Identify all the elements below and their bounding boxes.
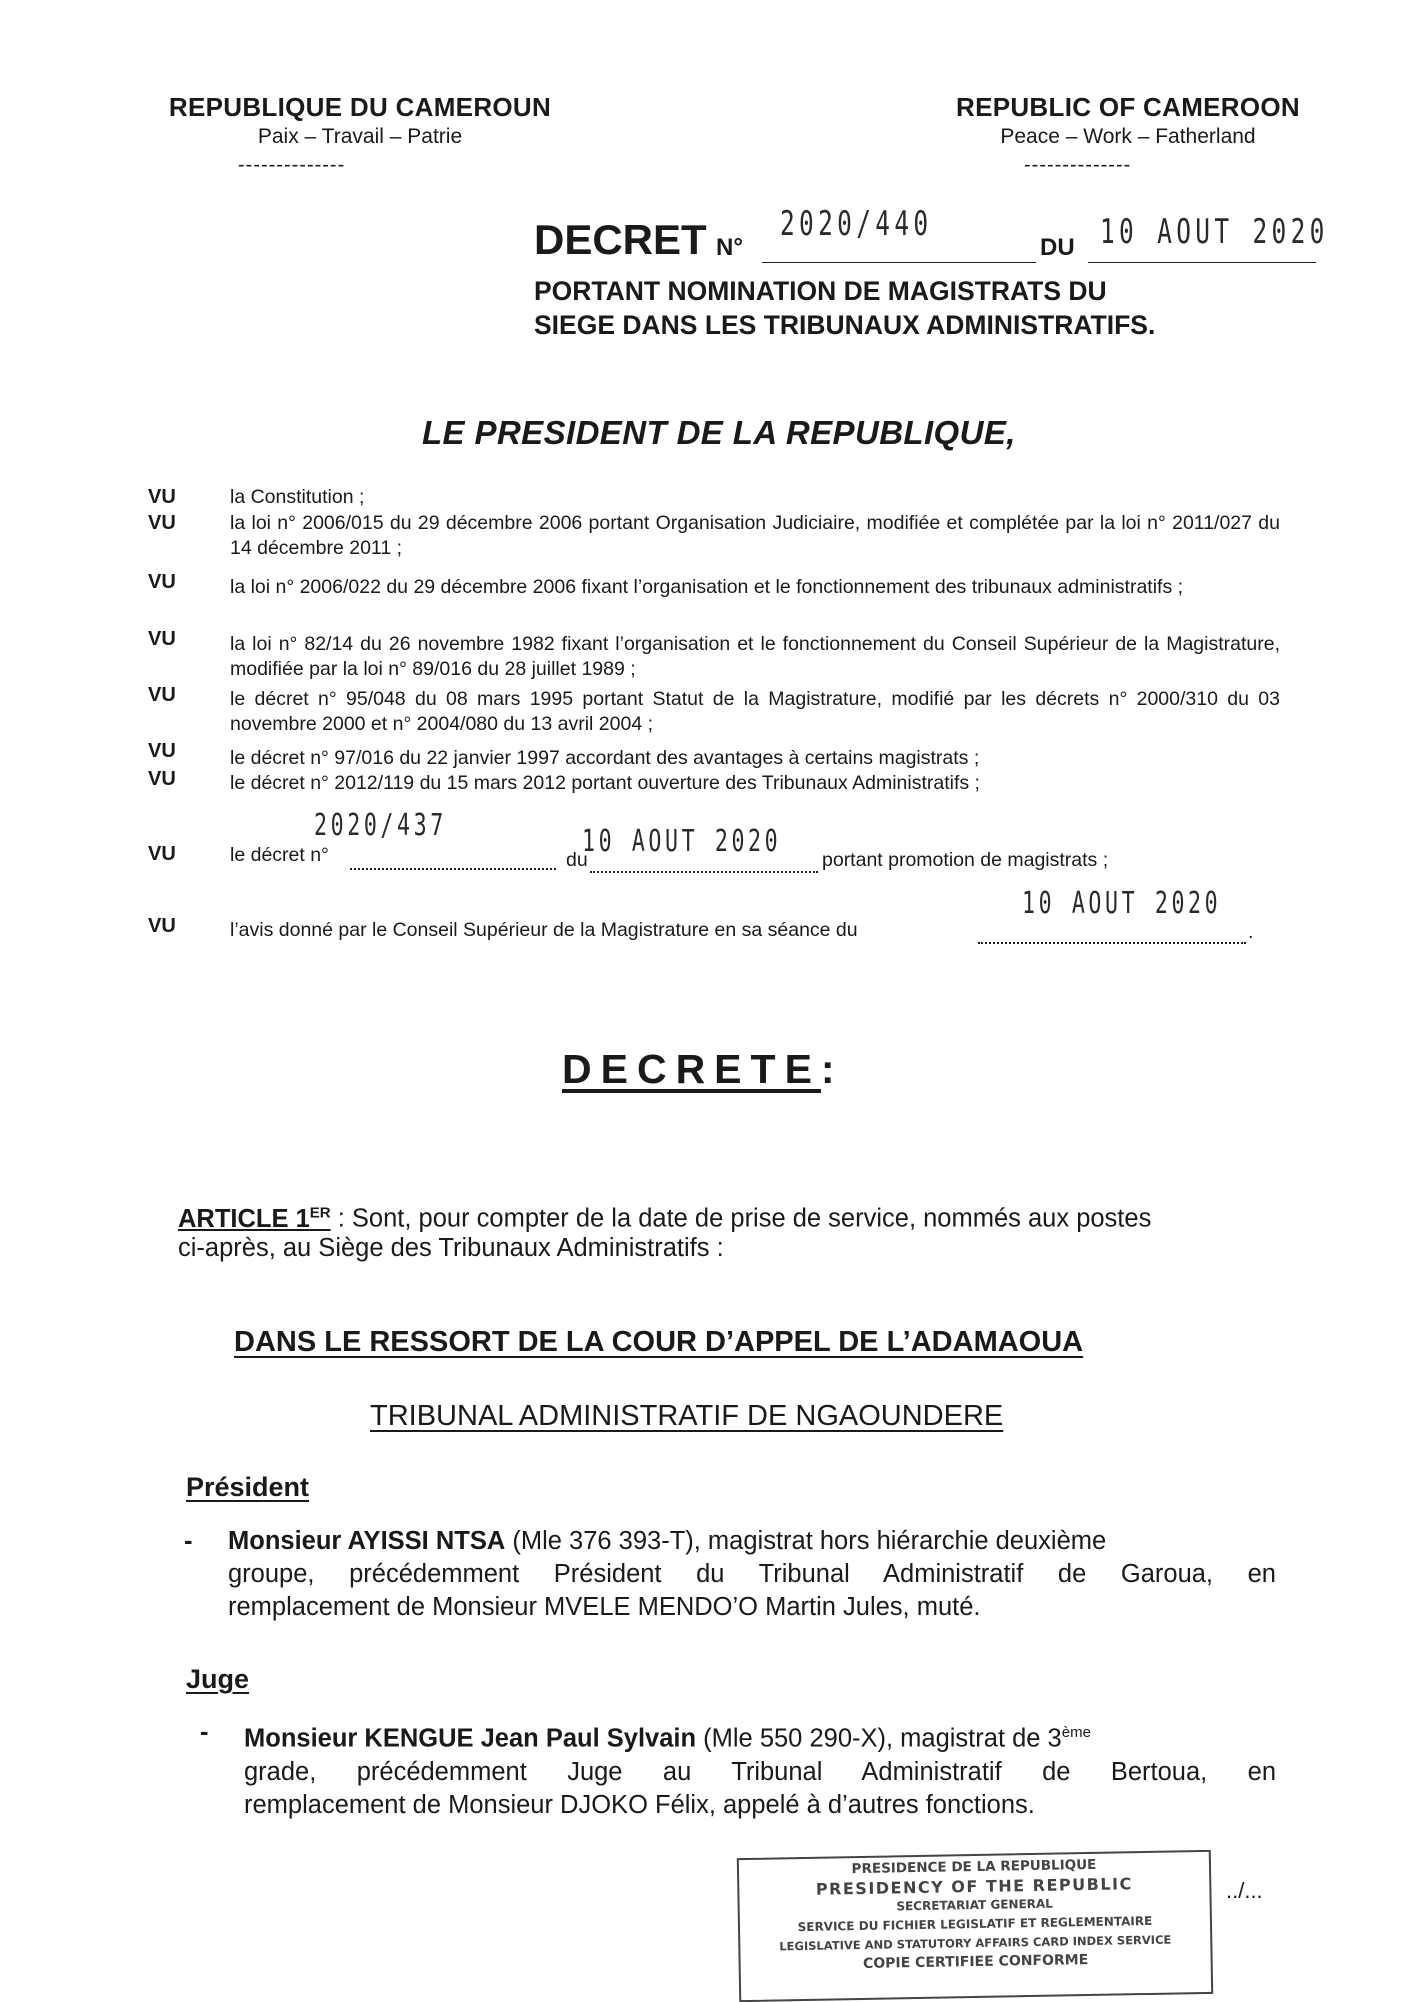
stamp-line5: LEGISLATIVE AND STATUTORY AFFAIRS CARD INDEX SERVICE: [779, 1932, 1172, 1954]
vu-item: la loi n° 2006/015 du 29 décembre 2006 portant Organisation Judiciaire, modifiée et complétée par la loi n° 2011/027 du 14 décembre 2011 ;: [230, 512, 1280, 559]
vu-item: la loi n° 2006/022 du 29 décembre 2006 fixant l’organisation et le fonctionnement des tribunaux administratifs ;: [230, 576, 1184, 598]
article-1-text1: Sont, pour compter de la date de prise de service, nommés aux postes: [351, 1204, 1152, 1233]
vu-label: VU: [148, 740, 176, 762]
president-bullet: -: [184, 1527, 193, 1555]
continuation-marker: ../...: [1226, 1878, 1263, 1903]
ressort-heading: DANS LE RESSORT DE LA COUR D’APPEL DE L’ADAMAOUA: [234, 1326, 1084, 1358]
vu-promo-prefix: le décret n°: [230, 844, 329, 866]
header-left-dashes: --------------: [238, 154, 346, 176]
stamp-line3: SECRETARIAT GENERAL: [896, 1896, 1053, 1914]
president-section-heading: Président: [186, 1472, 310, 1502]
vu-label: VU: [148, 512, 176, 534]
header-right: [918, 92, 1338, 149]
article-1-text2: ci-après, au Siège des Tribunaux Administratifs :: [178, 1234, 724, 1262]
decrete-word: DECRETE: [562, 1046, 821, 1092]
president-entry: [228, 1525, 1276, 1624]
decree-du-label: DU: [1040, 234, 1075, 261]
header-right-dashes: --------------: [1024, 154, 1132, 176]
vu-avis-date: 10 AOUT 2020: [1022, 886, 1222, 921]
decree-number-line: [762, 262, 1036, 263]
decree-date: 10 AOUT 2020: [1100, 212, 1329, 252]
vu-promo-date: 10 AOUT 2020: [582, 824, 782, 859]
country-name-fr: REPUBLIQUE DU CAMEROUN: [168, 92, 552, 122]
stamp-line1: PRESIDENCE DE LA REPUBLIQUE: [851, 1856, 1097, 1878]
decree-date-line: [1088, 262, 1316, 263]
decree-label: DECRET: [534, 216, 707, 263]
president-name: Monsieur AYISSI NTSA: [228, 1527, 506, 1555]
vu-promo-number: 2020/437: [314, 808, 447, 843]
vu-item: le décret n° 97/016 du 22 janvier 1997 accordant des avantages à certains magistrats ;: [230, 747, 980, 769]
vu-promo-suffix: portant promotion de magistrats ;: [822, 849, 1109, 871]
vu-label: VU: [148, 768, 176, 790]
vu-item: le décret n° 2012/119 du 15 mars 2012 portant ouverture des Tribunaux Administratifs ;: [230, 772, 980, 794]
vu-label: VU: [148, 571, 176, 593]
juge-entry-line3: remplacement de Monsieur DJOKO Félix, appelé à d’autres fonctions.: [244, 1790, 1035, 1819]
vu-label: VU: [148, 486, 176, 508]
stamp-line2: PRESIDENCY OF THE REPUBLIC: [815, 1874, 1133, 1899]
header-left: [150, 92, 570, 149]
juge-entry: [244, 1716, 1276, 1822]
decree-subject-line1: PORTANT NOMINATION DE MAGISTRATS DU: [534, 276, 1107, 306]
vu-label: VU: [148, 915, 176, 937]
juge-section-heading: Juge: [186, 1664, 250, 1694]
vu-avis-date-line: [978, 942, 1246, 944]
juge-bullet: -: [200, 1718, 209, 1746]
vu-promo-date-line: [590, 871, 818, 873]
motto-en: Peace – Work – Fatherland: [1000, 125, 1256, 148]
juge-name: Monsieur KENGUE Jean Paul Sylvain: [244, 1724, 697, 1753]
president-entry-line2: groupe, précédemment Président du Tribunal Administratif de Garoua, en: [228, 1560, 1276, 1588]
vu-label: VU: [148, 628, 176, 650]
decrete-heading: [562, 1046, 844, 1093]
vu-avis-text: l’avis donné par le Conseil Supérieur de la Magistrature en sa séance du: [230, 919, 858, 941]
vu-item: la Constitution ;: [230, 486, 365, 508]
article-1-label: ARTICLE 1ER: [178, 1204, 331, 1233]
article-1-colon: :: [337, 1204, 345, 1233]
decree-number: 2020/440: [780, 204, 933, 244]
vu-label: VU: [148, 684, 176, 706]
vu-item: le décret n° 95/048 du 08 mars 1995 portant Statut de la Magistrature, modifié par les décrets n° 2000/310 du 03 novembre 2000 et n° 2004/080 du 13 avril 2004 ;: [230, 688, 1280, 735]
tribunal-heading: TRIBUNAL ADMINISTRATIF DE NGAOUNDERE: [370, 1400, 1004, 1432]
decree-subject-line2: SIEGE DANS LES TRIBUNAUX ADMINISTRATIFS.: [534, 310, 1156, 340]
certification-stamp: [737, 1850, 1213, 2002]
vu-label: VU: [148, 843, 176, 865]
president-entry-line3: remplacement de Monsieur MVELE MENDO’O Martin Jules, muté.: [228, 1593, 981, 1621]
juge-entry-line1: Monsieur KENGUE Jean Paul Sylvain (Mle 550 290-X), magistrat de 3ème: [244, 1724, 1091, 1753]
country-name-en: REPUBLIC OF CAMEROON: [956, 92, 1300, 122]
vu-promo-number-line: [350, 868, 556, 870]
decree-no-label: N°: [716, 234, 743, 261]
stamp-line4: SERVICE DU FICHIER LEGISLATIF ET REGLEMENTAIRE: [797, 1913, 1153, 1935]
president-entry-line1: Monsieur AYISSI NTSA (Mle 376 393-T), magistrat hors hiérarchie deuxième: [228, 1527, 1107, 1555]
motto-fr: Paix – Travail – Patrie: [257, 125, 463, 148]
juge-entry-line2: grade, précédemment Juge au Tribunal Administratif de Bertoua, en: [244, 1757, 1276, 1786]
president-heading: LE PRESIDENT DE LA REPUBLIQUE,: [422, 414, 1016, 451]
stamp-line6: COPIE CERTIFIEE CONFORME: [862, 1952, 1089, 1972]
decrete-colon: :: [820, 1046, 844, 1092]
article-1: [178, 1196, 1278, 1236]
vu-promo-du: du: [566, 849, 588, 871]
decree-subject: [534, 274, 1155, 342]
vu-avis-end: .: [1248, 921, 1254, 943]
vu-item: la loi n° 82/14 du 26 novembre 1982 fixant l’organisation et le fonctionnement du Conseil Supérieur de la Magistrature, modifiée par la loi n° 89/016 du 28 juillet 1989 ;: [230, 633, 1280, 680]
